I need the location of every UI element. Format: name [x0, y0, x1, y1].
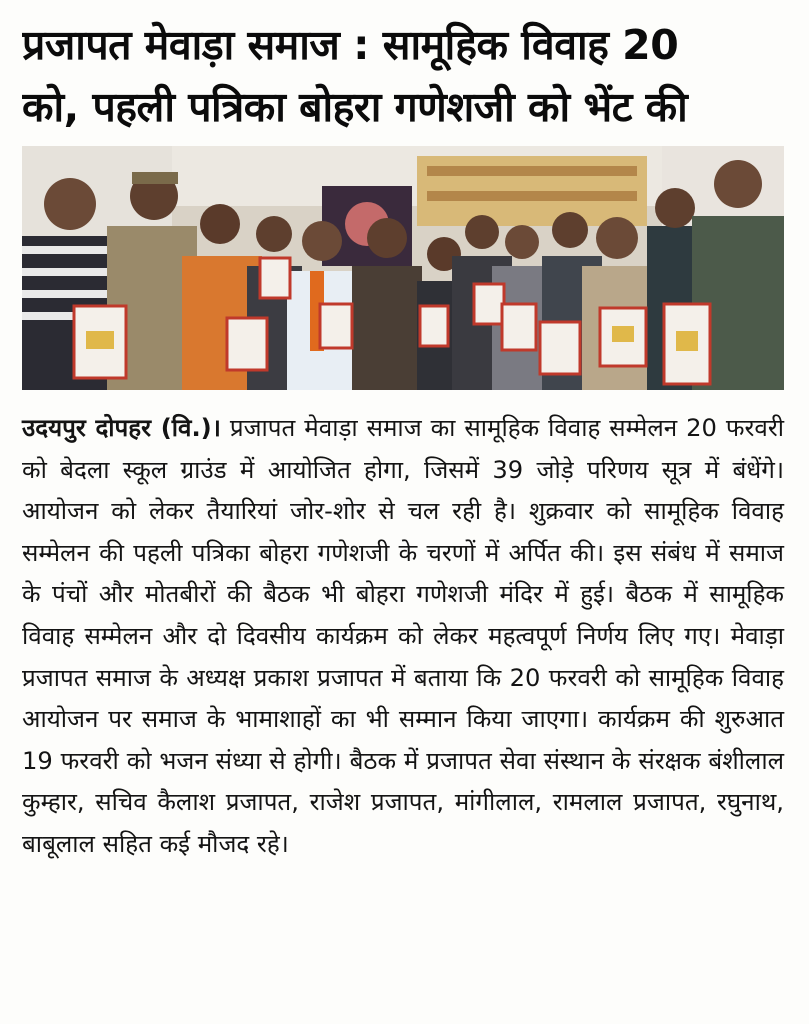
headline: [22, 14, 792, 138]
group-photo: [22, 146, 784, 390]
group-photo-icon: [22, 146, 784, 390]
headline-line-1: प्रजापत मेवाड़ा समाज : सामूहिक विवाह 20: [22, 21, 679, 69]
headline-line-2: को, पहली पत्रिका बोहरा गणेशजी को भेंट की: [22, 83, 688, 131]
dateline: उदयपुर दोपहर (वि.)।: [22, 414, 221, 442]
article-text: प्रजापत मेवाड़ा समाज का सामूहिक विवाह सम्मेलन 20 फरवरी को बेदला स्कूल ग्राउंड में आयोजित होगा, जिसमें 39 जोड़े परिणय सूत्र में बंधेंगे। आयोजन को लेकर तैयारियां जोर-शोर से चल रही है। शुक्रवार को सामूहिक विवाह सम्मेलन की पहली पत्रिका बोहरा गणेशजी के चरणों में अर्पित की। इस संबंध में समाज के पंचों और मोतबीरों की बैठक भी बोहरा गणेशजी मंदिर में हुई। बैठक में सामूहिक विवाह सम्मेलन और दो दिवसीय कार्यक्रम को लेकर महत्वपूर्ण निर्णय लिए गए। मेवाड़ा प्रजापत समाज के अध्यक्ष प्रकाश प्रजापत में बताया कि 20 फरवरी को सामूहिक विवाह आयोजन पर समाज के भामाशाहों का भी सम्मान किया जाएगा। कार्यक्रम की शुरुआत 19 फरवरी को भजन संध्या से होगी। बैठक में प्रजापत सेवा संस्थान के संरक्षक बंशीलाल कुम्हार, सचिव कैलाश प्रजापत, राजेश प्रजापत, मांगीलाल, रामलाल प्रजापत, रघुनाथ, बाबूलाल सहित कई मौजद रहे।: [22, 414, 784, 858]
article-body: [22, 408, 784, 866]
